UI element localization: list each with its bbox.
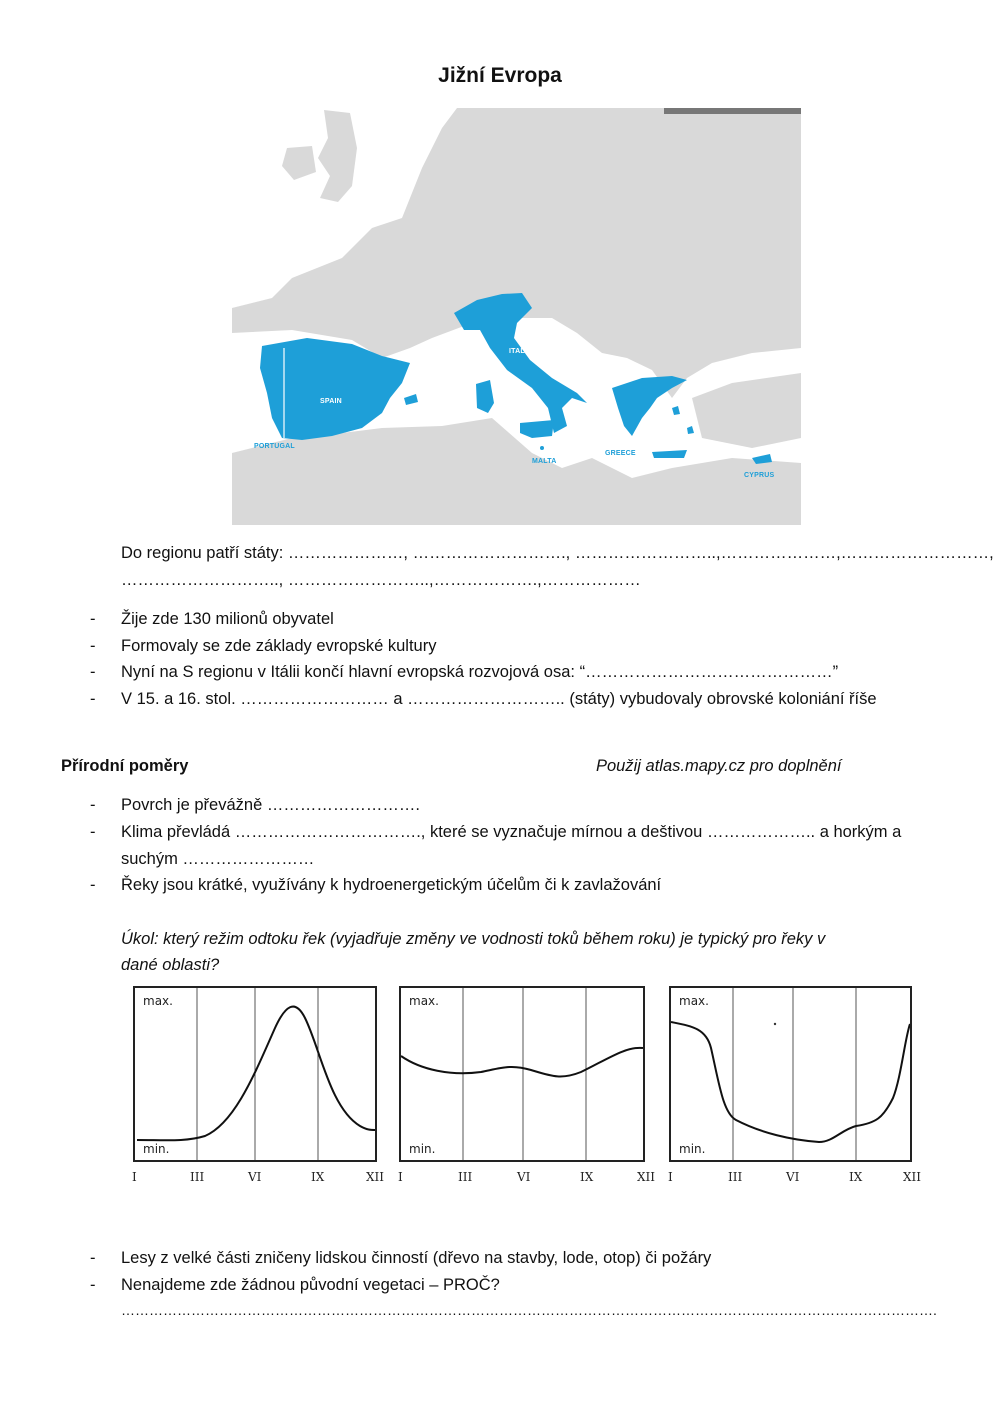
runoff-curve-1 [137,1007,375,1141]
min-label: min. [679,1142,706,1156]
region-states-line-2: ……………………….., ……………………..,……………….,……………… [121,571,641,589]
map-label-cyprus: CYPRUS [744,472,775,479]
month-tick: III [190,1170,205,1184]
month-tick: I [398,1170,403,1184]
natural-item: Povrch je převážně ………………………. [121,796,420,814]
month-tick: IX [311,1170,325,1184]
bullet-dash: - [90,1249,96,1267]
bullet-dash: - [90,637,96,655]
fact-item: Žije zde 130 milionů obyvatel [121,610,334,628]
bullet-dash: - [90,876,96,894]
southern-europe-map [232,108,801,525]
month-tick: VI [786,1170,800,1184]
month-tick: XII [366,1170,385,1184]
month-tick: VI [248,1170,262,1184]
fact-item: V 15. a 16. stol. ……………………… a ……………………….. (státy) vybudovaly obrovské koloniání říše [121,690,877,708]
bullet-dash: - [90,1276,96,1294]
month-tick: III [458,1170,473,1184]
answer-line[interactable]: …………………………………………………………………………………………………………………………………………………………. [121,1302,937,1318]
fact-item: Formovaly se zde základy evropské kultury [121,637,437,655]
month-tick: IX [849,1170,863,1184]
max-label: max. [143,994,173,1008]
section-heading-natural: Přírodní poměry [61,757,189,775]
runoff-graph-2 [399,986,645,1162]
map-label-spain: SPAIN [320,398,342,405]
min-label: min. [143,1142,170,1156]
atlas-hint: Použij atlas.mapy.cz pro doplnění [596,757,842,775]
map-label-greece: GREECE [605,450,636,457]
closing-item: Nenajdeme zde žádnou původní vegetaci – PROČ? [121,1276,500,1294]
natural-item: Klima převládá ……………………………., které se vyznačuje mírnou a deštivou ……………….. a horkým a [121,823,902,841]
closing-item: Lesy z velké části zničeny lidskou činností (dřevo na stavby, lode, otop) či požáry [121,1249,712,1267]
runoff-curve-3 [671,1022,910,1142]
month-tick: I [668,1170,673,1184]
max-label: max. [409,994,439,1008]
runoff-graph-1 [133,986,377,1162]
month-tick: XII [903,1170,922,1184]
bullet-dash: - [90,690,96,708]
runoff-graph-3 [669,986,912,1162]
natural-item-continuation: suchým …………………… [121,850,315,868]
month-tick: I [132,1170,137,1184]
page-title: Jižní Evropa [438,64,562,87]
max-label: max. [679,994,709,1008]
bullet-dash: - [90,663,96,681]
min-label: min. [409,1142,436,1156]
map-label-italy: ITALY [509,348,530,355]
month-tick: VI [517,1170,531,1184]
runoff-curve-2 [401,1048,643,1077]
region-states-line-1: Do regionu patří státy: …………………, ………………………., ……………………..,…………………,………………………, [121,544,994,562]
month-tick: IX [580,1170,594,1184]
month-tick: III [728,1170,743,1184]
fact-item: Nyní na S regionu v Itálii končí hlavní evropská rozvojová osa: “………………………………………” [121,663,839,681]
task-text-line-1: Úkol: který režim odtoku řek (vyjadřuje změny ve vodnosti toků během roku) je typický pro řeky v [121,930,826,948]
bullet-dash: - [90,823,96,841]
bullet-dash: - [90,610,96,628]
natural-item: Řeky jsou krátké, využívány k hydroenergetickým účelům či k zavlažování [121,876,662,894]
task-text-line-2: dané oblasti? [121,956,220,974]
map-label-malta: MALTA [532,458,557,465]
month-tick: XII [637,1170,656,1184]
map-label-portugal: PORTUGAL [254,443,295,450]
bullet-dash: - [90,796,96,814]
